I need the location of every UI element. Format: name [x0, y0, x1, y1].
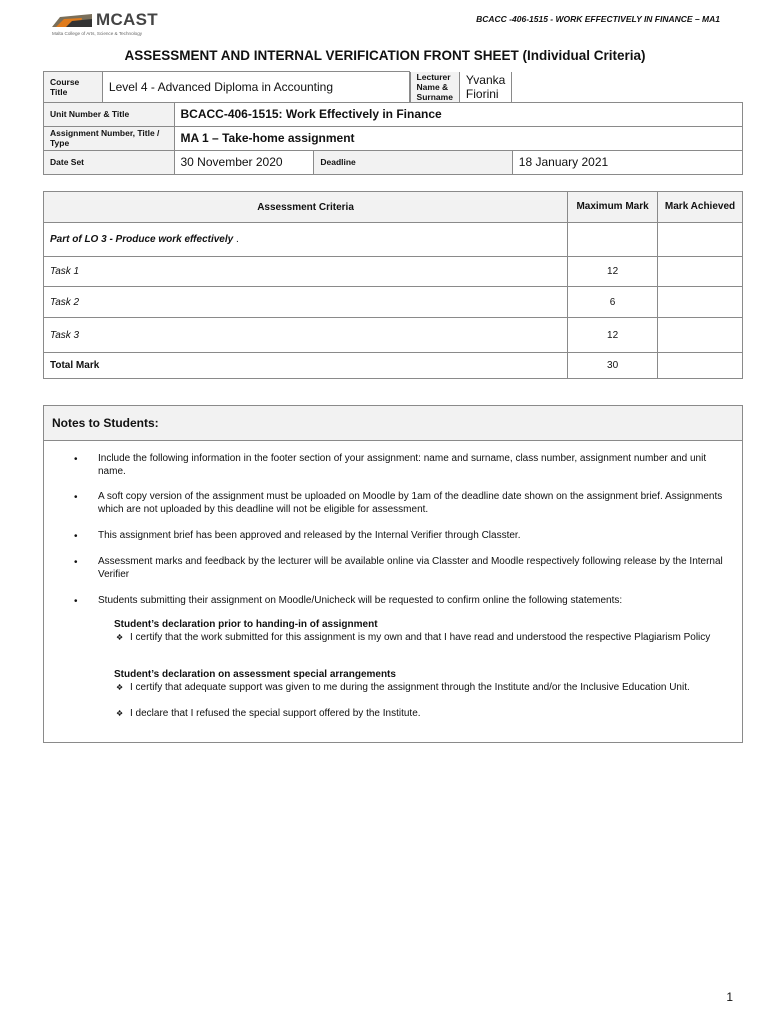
task-2-label: Task 2 — [44, 287, 568, 318]
lecturer-value: Yvanka Fiorini — [459, 72, 511, 102]
page-title: ASSESSMENT AND INTERNAL VERIFICATION FRONT SHEET (Individual Criteria) — [124, 48, 646, 63]
criteria-header: Assessment Criteria — [44, 192, 568, 223]
logo-tagline: Malta College of Arts, Science & Technology — [52, 31, 143, 36]
diamond-bullet-icon: ❖ — [116, 709, 124, 718]
page-number: 1 — [726, 990, 733, 1004]
task-2-achieved[interactable] — [658, 287, 743, 318]
total-mark-label: Total Mark — [44, 353, 568, 379]
assignment-value: MA 1 – Take-home assignment — [174, 126, 743, 150]
unit-label: Unit Number & Title — [44, 102, 175, 126]
deadline-label: Deadline — [314, 150, 512, 174]
diamond-bullet-icon: ❖ — [116, 633, 124, 642]
date-set-value: 30 November 2020 — [174, 150, 314, 174]
diamond-bullet-icon: ❖ — [116, 683, 124, 692]
task-2-max: 6 — [568, 287, 658, 318]
declaration-2-heading: Student’s declaration on assessment special arrangements — [114, 669, 396, 680]
declaration-2-item: ❖ I certify that adequate support was given to me during the assignment through the Institute and/or the Inclusive Education Unit. — [116, 682, 690, 693]
notes-heading: Notes to Students: — [44, 406, 742, 441]
declaration-1-heading: Student’s declaration prior to handing-in of assignment — [114, 619, 378, 630]
mcast-logo — [52, 12, 172, 38]
total-mark-value: 30 — [568, 353, 658, 379]
task-1-achieved[interactable] — [658, 257, 743, 287]
criteria-table — [43, 191, 743, 379]
note-item: Assessment marks and feedback by the lecturer will be available online via Classter and Moodle respectively following release by the Internal Verifier — [98, 556, 723, 580]
lecturer-label: Lecturer Name & Surname — [410, 72, 459, 102]
deadline-value: 18 January 2021 — [512, 150, 742, 174]
course-title-value: Level 4 - Advanced Diploma in Accounting — [102, 72, 409, 103]
declaration-2-item: ❖ I declare that I refused the special support offered by the Institute. — [116, 708, 421, 719]
info-table — [43, 71, 743, 175]
task-3-achieved[interactable] — [658, 318, 743, 353]
task-3-max: 12 — [568, 318, 658, 353]
total-achieved[interactable] — [658, 353, 743, 379]
assignment-label: Assignment Number, Title / Type — [44, 126, 175, 150]
lo-section-title: Part of LO 3 - Produce work effectively — [50, 234, 234, 245]
lo-section-suffix: . — [235, 234, 239, 245]
date-set-label: Date Set — [44, 150, 175, 174]
note-item: This assignment brief has been approved and released by the Internal Verifier through Classter. — [98, 530, 521, 541]
notes-box — [43, 405, 743, 743]
bullet-icon: • — [74, 596, 78, 607]
bullet-icon: • — [74, 492, 78, 503]
logo-mark-icon — [52, 13, 92, 29]
note-item: Include the following information in the footer section of your assignment: name and surname, class number, assignment number and unit name. — [98, 453, 707, 477]
bullet-icon: • — [74, 531, 78, 542]
unit-value: BCACC-406-1515: Work Effectively in Finance — [174, 102, 743, 126]
mark-achieved-cell[interactable] — [658, 223, 743, 257]
lo-section-row — [44, 223, 568, 257]
task-1-label: Task 1 — [44, 257, 568, 287]
logo-wordmark: MCAST — [96, 10, 158, 29]
bullet-icon: • — [74, 557, 78, 568]
declaration-1-item: ❖ I certify that the work submitted for this assignment is my own and that I have read and understood the respective Plagiarism Policy — [116, 632, 711, 643]
bullet-icon: • — [74, 454, 78, 465]
note-item: Students submitting their assignment on Moodle/Unicheck will be requested to confirm online the following statements: — [98, 595, 623, 606]
max-mark-header: Maximum Mark — [568, 192, 658, 223]
task-1-max: 12 — [568, 257, 658, 287]
course-title-label: Course Title — [44, 72, 103, 103]
document-reference: BCACC -406-1515 - WORK EFFECTIVELY IN FINANCE – MA1 — [476, 14, 720, 24]
mark-achieved-header: Mark Achieved — [658, 192, 743, 223]
task-3-label: Task 3 — [44, 318, 568, 353]
note-item: A soft copy version of the assignment must be uploaded on Moodle by 1am of the deadline date shown on the assignment brief. Assignments which are not uploaded by this deadline will not be eligible for assessment. — [98, 491, 723, 515]
